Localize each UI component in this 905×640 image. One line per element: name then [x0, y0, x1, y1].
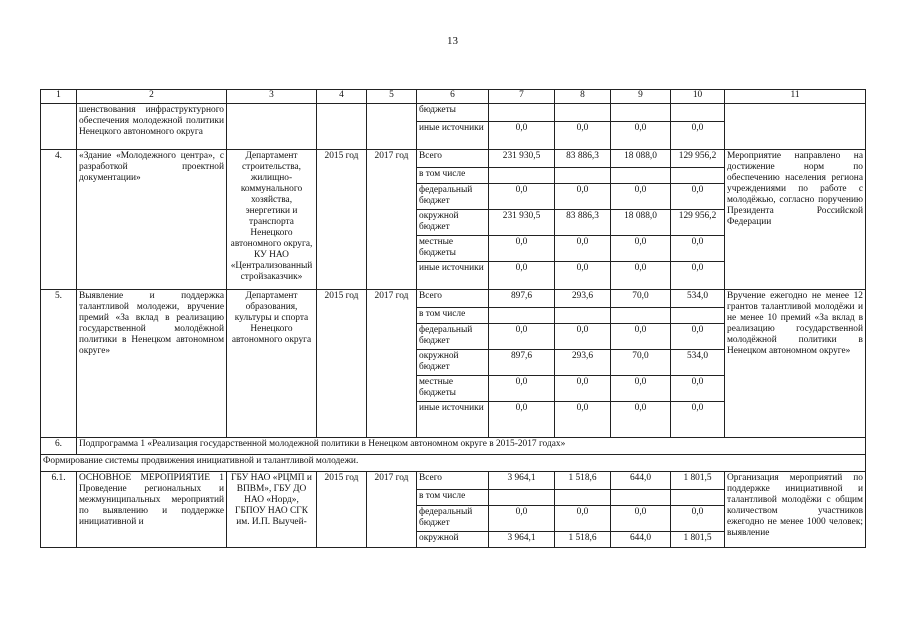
source-cell: Всего	[417, 472, 489, 490]
col-header: 6	[417, 90, 489, 104]
source-cell: окружной бюджет	[417, 210, 489, 236]
goal-text: Формирование системы продвижения инициативной и талантливой молодежи.	[41, 455, 866, 472]
col-header: 4	[317, 90, 367, 104]
source-cell: окружной	[417, 532, 489, 548]
source-cell: в том числе	[417, 490, 489, 506]
col-header: 9	[611, 90, 671, 104]
source-cell: местные бюджеты	[417, 376, 489, 402]
source-cell: федеральный бюджет	[417, 324, 489, 350]
source-cell: федеральный бюджет	[417, 506, 489, 532]
source-cell: федеральный бюджет	[417, 184, 489, 210]
subprogram-row	[41, 438, 866, 455]
table-row: федеральный бюджет 0,0 0,0 0,0 0,0	[41, 324, 866, 350]
table-row: местные бюджеты 0,0 0,0 0,0 0,0	[41, 236, 866, 262]
note: Мероприятие направлено на достижение норм по обеспечению населения региона учреждениями по работе с молодёжью, согласно поручению Президента Российской Федерации	[725, 150, 866, 290]
table-row: иные источники 0,0 0,0 0,0 0,0	[41, 402, 866, 438]
source-cell: Всего	[417, 150, 489, 168]
end-year: 2017 год	[367, 290, 417, 438]
table-row: федеральный бюджет 0,0 0,0 0,0 0,0	[41, 184, 866, 210]
col-header: 10	[671, 90, 725, 104]
col-header: 5	[367, 90, 417, 104]
measure-name: «Здание «Молодежного центра», с разработкой проектной документации»	[77, 150, 227, 290]
table-row: 4. «Здание «Молодежного центра», с разработкой проектной документации» Департамент строительства, жилищно-коммунального хозяйства, энергетики и транспорта Ненецкого автономного округа, КУ НАО «Централизованный стройзаказчик» 2015 год 2017 год Всего 231 930,5 83 886,3 18 088,0 129 956,2 Мероприятие направлено на достижение норм по обеспечению населения региона учреждениями по работе с молодёжью, согласно поручению Президента Российской Федерации	[41, 150, 866, 168]
source-cell: иные источники	[417, 402, 489, 438]
table-row: иные источники 0,0 0,0 0,0 0,0	[41, 262, 866, 290]
source-cell: бюджеты	[417, 104, 489, 122]
note: Вручение ежегодно не менее 12 грантов талантливой молодёжи и не менее 10 премий «За вклад в реализацию государственной молодёжной политики в Ненецком автономном округе»	[725, 290, 866, 438]
table-row: федеральный бюджет 0,0 0,0 0,0 0,0	[41, 506, 866, 532]
end-year: 2017 год	[367, 150, 417, 290]
table-row: местные бюджеты 0,0 0,0 0,0 0,0	[41, 376, 866, 402]
start-year: 2015 год	[317, 290, 367, 438]
start-year: 2015 год	[317, 472, 367, 548]
note: Организация мероприятий по поддержке инициативной и талантливой молодёжи с общим количеством участников ежегодно не менее 1000 человек; выявление	[725, 472, 866, 548]
table-row	[41, 104, 866, 122]
source-cell: в том числе	[417, 168, 489, 184]
executor: Департамент строительства, жилищно-коммунального хозяйства, энергетики и транспорта Ненецкого автономного округа, КУ НАО «Централизованный стройзаказчик»	[227, 150, 317, 290]
table-row: 6.1. ОСНОВНОЕ МЕРОПРИЯТИЕ 1 Проведение региональных и межмуниципальных мероприятий по выявлению и поддержке инициативной и ГБУ НАО «РЦМП и ВПВМ», ГБУ ДО НАО «Норд», ГБПОУ НАО СГК им. И.П. Выучей- 2015 год 2017 год Всего 3 964,1 1 518,6 644,0 1 801,5 Организация мероприятий по поддержке инициативной и талантливой молодёжи с общим количеством участников ежегодно не менее 1000 человек; выявление	[41, 472, 866, 490]
executor: ГБУ НАО «РЦМП и ВПВМ», ГБУ ДО НАО «Норд», ГБПОУ НАО СГК им. И.П. Выучей-	[227, 472, 317, 548]
measure-name: ОСНОВНОЕ МЕРОПРИЯТИЕ 1 Проведение региональных и межмуниципальных мероприятий по выявлению и поддержке инициативной и	[77, 472, 227, 548]
table-row: иные источники 0,0 0,0 0,0 0,0	[41, 122, 866, 150]
table-row: окружной бюджет 231 930,5 83 886,3 18 088,0 129 956,2	[41, 210, 866, 236]
source-cell: иные источники	[417, 122, 489, 150]
source-cell: иные источники	[417, 262, 489, 290]
col-header: 1	[41, 90, 77, 104]
col-header: 7	[489, 90, 555, 104]
executor: Департамент образования, культуры и спорта Ненецкого автономного округа	[227, 290, 317, 438]
row-number: 4.	[41, 150, 77, 290]
table-row: окружной бюджет 897,6 293,6 70,0 534,0	[41, 350, 866, 376]
subprogram-title: Подпрограмма 1 «Реализация государственной молодежной политики в Ненецком автономном округе в 2015-2017 годах»	[77, 438, 866, 455]
page-number: 13	[447, 35, 458, 47]
source-cell: местные бюджеты	[417, 236, 489, 262]
start-year: 2015 год	[317, 150, 367, 290]
row-number: 6.	[41, 438, 77, 455]
col-header: 2	[77, 90, 227, 104]
row-number: 6.1.	[41, 472, 77, 548]
measure-name: Выявление и поддержка талантливой молодежи, вручение премий «За вклад в реализацию государственной молодёжной политики в Ненецком автономном округе»	[77, 290, 227, 438]
source-cell: окружной бюджет	[417, 350, 489, 376]
col-header: 3	[227, 90, 317, 104]
source-cell: Всего	[417, 290, 489, 308]
end-year: 2017 год	[367, 472, 417, 548]
header-row	[41, 90, 866, 104]
measure-name: шенствования инфраструктурного обеспечения молодежной политики Ненецкого автономного округа	[77, 104, 227, 150]
col-header: 11	[725, 90, 866, 104]
col-header: 8	[555, 90, 611, 104]
row-number: 5.	[41, 290, 77, 438]
table-row: окружной 3 964,1 1 518,6 644,0 1 801,5	[41, 532, 866, 548]
goal-row	[41, 455, 866, 472]
table-row: 5. Выявление и поддержка талантливой молодежи, вручение премий «За вклад в реализацию государственной молодёжной политики в Ненецком автономном округе» Департамент образования, культуры и спорта Ненецкого автономного округа 2015 год 2017 год Всего 897,6 293,6 70,0 534,0 Вручение ежегодно не менее 12 грантов талантливой молодёжи и не менее 10 премий «За вклад в реализацию государственной молодёжной политики в Ненецком автономном округе»	[41, 290, 866, 308]
source-cell: в том числе	[417, 308, 489, 324]
budget-table	[40, 89, 866, 548]
